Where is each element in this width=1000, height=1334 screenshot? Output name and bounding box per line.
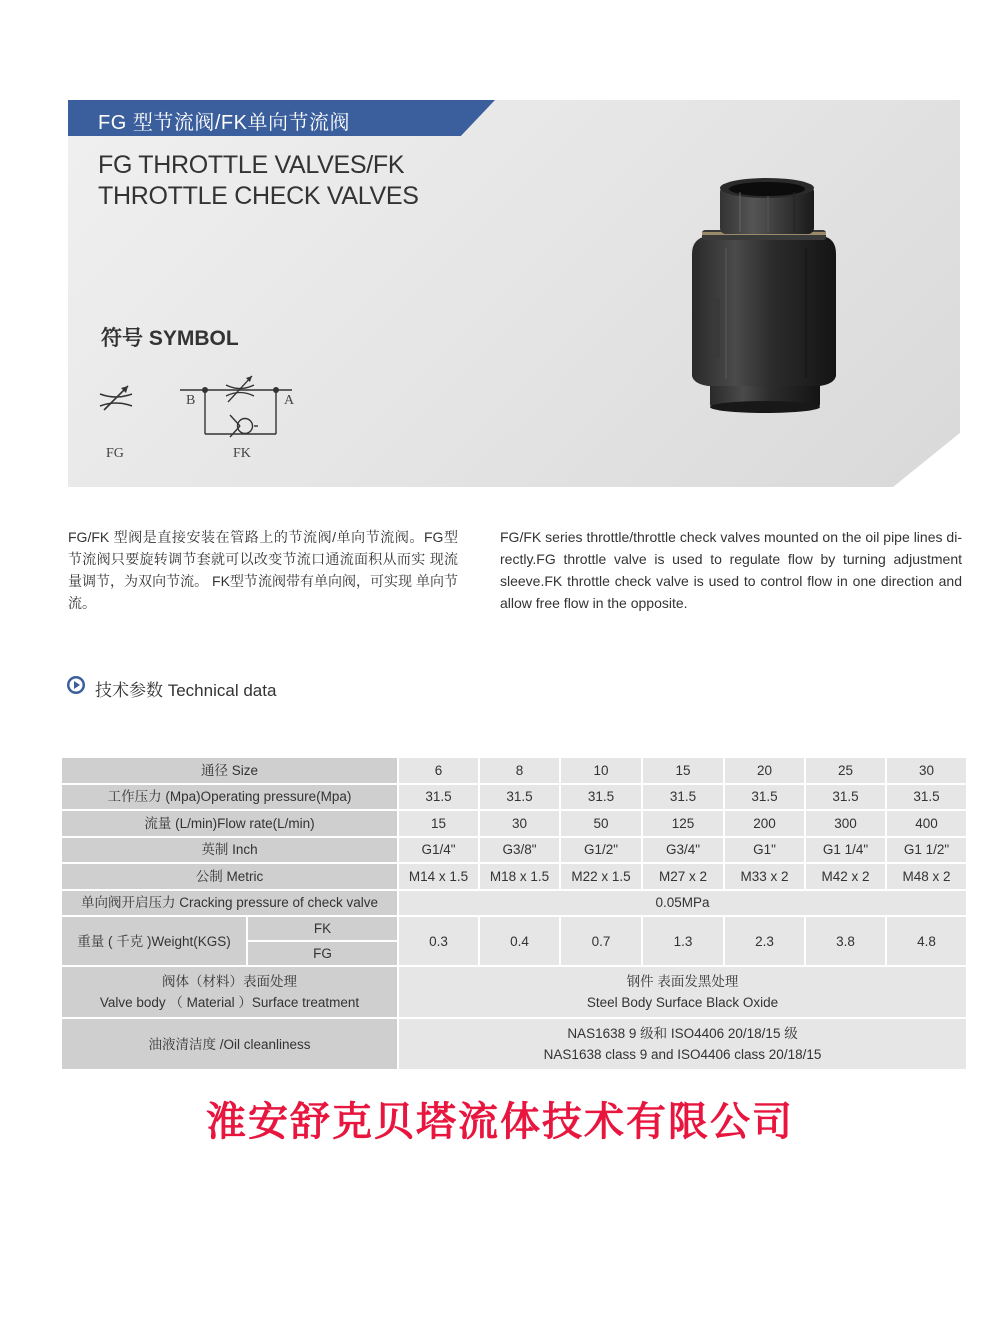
pressure-value: 31.5 [886,784,967,811]
inch-value: G1/2" [560,837,642,864]
valve-body-label [61,966,398,1018]
flow-value: 50 [560,810,642,837]
metric-value: M42 x 2 [805,863,886,890]
size-value: 6 [398,757,479,784]
inch-value: G1" [724,837,805,864]
inch-value: G1 1/4" [805,837,886,864]
technical-data-heading: 技术参数 Technical data [95,681,277,700]
cracking-value: 0.05MPa [398,890,967,917]
flow-value: 400 [886,810,967,837]
metric-value: M18 x 1.5 [479,863,560,890]
table-row-weight-fk [61,916,967,941]
port-b-label: B [186,393,196,408]
flow-value: 300 [805,810,886,837]
valve-body-label-en: Valve body （ Material ）Surface treatment [99,995,360,1010]
description-english: FG/FK series throttle/throttle check valves mounted on the oil pipe lines di-rectly.FG throttle valve is used to regulate flow by turning adjustment sleeve.FK throttle check valve is used to control flow in one direction and allow free flow in the opposite. [500,529,962,611]
oil-cleanliness-value-cn: NAS1638 9 级和 ISO4406 20/18/15 级 [567,1026,798,1041]
pressure-value: 31.5 [560,784,642,811]
table-row-flow [61,810,967,837]
inch-value: G3/8" [479,837,560,864]
company-name: 淮安舒克贝塔流体技术有限公司 [206,1098,794,1145]
size-value: 20 [724,757,805,784]
weight-value: 2.3 [724,916,805,966]
size-value: 25 [805,757,886,784]
table-row-valve-body [61,966,967,1018]
inch-value: G3/4" [642,837,724,864]
pressure-value: 31.5 [642,784,724,811]
size-label: 通径 Size [61,757,398,784]
metric-value: M14 x 1.5 [398,863,479,890]
weight-value: 0.3 [398,916,479,966]
oil-cleanliness-label: 油液清洁度 /Oil cleanliness [61,1018,398,1070]
fk-symbol-label: FK [233,446,251,461]
table-row-pressure [61,784,967,811]
port-a-label: A [284,393,295,408]
size-value: 8 [479,757,560,784]
title-english-line-2: THROTTLE CHECK VALVES [98,182,419,210]
size-value: 15 [642,757,724,784]
size-value: 30 [886,757,967,784]
flow-value: 30 [479,810,560,837]
fg-symbol-label: FG [106,446,124,461]
valve-body-value [398,966,967,1018]
table-row-cracking [61,890,967,917]
flow-value: 15 [398,810,479,837]
title-english [98,150,518,212]
size-value: 10 [560,757,642,784]
oil-cleanliness-value [398,1018,967,1070]
valve-product-image [686,178,836,414]
fg-throttle-symbol-icon [96,378,136,418]
valve-body-value-en: Steel Body Surface Black Oxide [586,995,779,1010]
metric-value: M22 x 1.5 [560,863,642,890]
valve-body-label-cn: 阀体（材料）表面处理 [162,974,297,989]
flow-value: 125 [642,810,724,837]
flow-label: 流量 (L/min)Flow rate(L/min) [61,810,398,837]
valve-body-value-cn: 钢件 表面发黑处理 [626,974,739,989]
pressure-label: 工作压力 (Mpa)Operating pressure(Mpa) [61,784,398,811]
pressure-value: 31.5 [479,784,560,811]
weight-value: 3.8 [805,916,886,966]
metric-value: M33 x 2 [724,863,805,890]
weight-value: 4.8 [886,916,967,966]
table-row-size [61,757,967,784]
table-row-oil [61,1018,967,1070]
metric-label: 公制 Metric [61,863,398,890]
table-row-inch [61,837,967,864]
title-english-line-1: FG THROTTLE VALVES/FK [98,151,405,179]
pressure-value: 31.5 [724,784,805,811]
weight-fk-label: FK [247,916,398,941]
table-row-metric [61,863,967,890]
symbol-heading: 符号 SYMBOL [101,327,239,350]
pressure-value: 31.5 [398,784,479,811]
weight-label: 重量 ( 千克 )Weight(KGS) [61,916,247,966]
weight-fg-label: FG [247,941,398,966]
metric-value: M48 x 2 [886,863,967,890]
description-chinese: FG/FK 型阀是直接安装在管路上的节流阀/单向节流阀。FG型节流阀只要旋转调节套就可以改变节流口通流面积从而实 现流量调节，为双向节流。 FK型节流阀带有单向阀，可实现 单向节流。 [68,529,458,611]
inch-value: G1/4" [398,837,479,864]
weight-value: 1.3 [642,916,724,966]
flow-value: 200 [724,810,805,837]
metric-value: M27 x 2 [642,863,724,890]
cracking-label: 单向阀开启压力 Cracking pressure of check valve [61,890,398,917]
inch-value: G1 1/2" [886,837,967,864]
play-circle-icon [66,675,86,695]
pressure-value: 31.5 [805,784,886,811]
title-chinese: FG 型节流阀/FK单向节流阀 [98,112,350,134]
inch-label: 英制 Inch [61,837,398,864]
oil-cleanliness-value-en: NAS1638 class 9 and ISO4406 class 20/18/15 [543,1047,822,1062]
weight-value: 0.7 [560,916,642,966]
technical-data-table [60,756,968,1071]
weight-value: 0.4 [479,916,560,966]
